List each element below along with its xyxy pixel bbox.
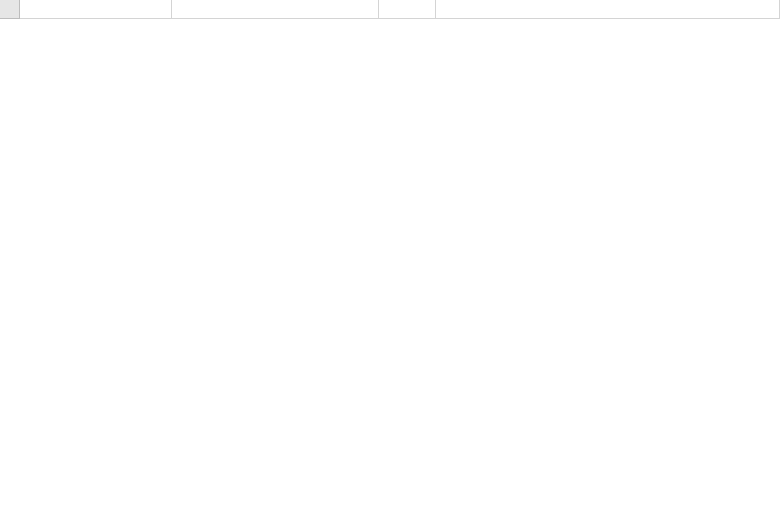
row-header[interactable] <box>0 0 20 19</box>
header-row <box>0 0 780 19</box>
column-header-volume[interactable] <box>379 0 436 19</box>
column-header-current-url[interactable] <box>436 0 780 19</box>
column-header-serp-features[interactable] <box>172 0 379 19</box>
column-header-keyword[interactable] <box>20 0 172 19</box>
